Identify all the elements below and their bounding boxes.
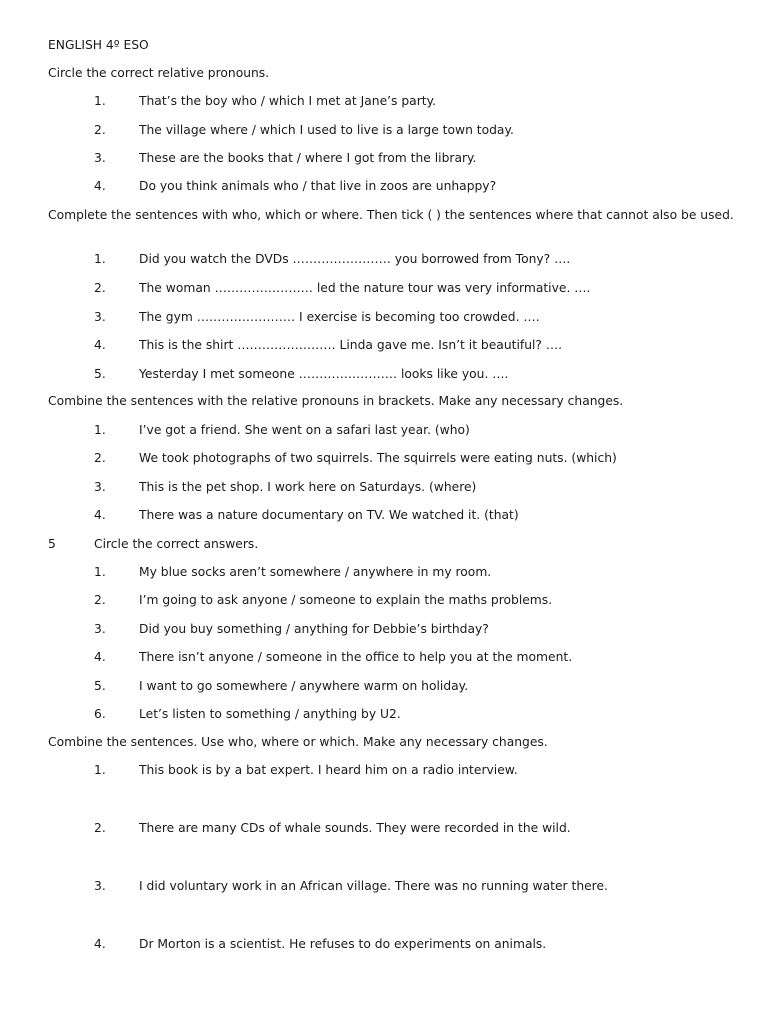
item-number: 3. — [94, 879, 106, 893]
item-number: 6. — [94, 707, 106, 721]
item-number: 3. — [94, 622, 106, 636]
page-title: ENGLISH 4º ESO — [48, 38, 149, 52]
item-number: 3. — [94, 310, 106, 324]
item-number: 2. — [94, 593, 106, 607]
item-text: The village where / which I used to live is a large town today. — [139, 123, 514, 137]
item-text: Let’s listen to something / anything by U2. — [139, 707, 401, 721]
item-number: 1. — [94, 763, 106, 777]
item-number: 2. — [94, 821, 106, 835]
item-text: That’s the boy who / which I met at Jane’s party. — [139, 94, 437, 108]
item-number: 5. — [94, 679, 106, 693]
item-number: 2. — [94, 451, 106, 465]
exercise-3-instruction: Combine the sentences with the relative pronouns in brackets. Make any necessary changes. — [48, 394, 624, 408]
item-number: 5. — [94, 367, 106, 381]
item-number: 4. — [94, 338, 106, 352]
item-number: 4. — [94, 650, 106, 664]
item-text: There are many CDs of whale sounds. They were recorded in the wild. — [139, 821, 571, 835]
item-number: 4. — [94, 179, 106, 193]
item-number: 4. — [94, 508, 106, 522]
item-text: The gym …………………… I exercise is becoming too crowded. …. — [139, 310, 540, 324]
item-text: I’m going to ask anyone / someone to explain the maths problems. — [139, 593, 553, 607]
item-number: 1. — [94, 423, 106, 437]
item-text: Dr Morton is a scientist. He refuses to do experiments on animals. — [139, 937, 547, 951]
exercise-4-prefix: 5 — [48, 537, 56, 551]
item-text: My blue socks aren’t somewhere / anywhere in my room. — [139, 565, 492, 579]
item-text: I’ve got a friend. She went on a safari last year. (who) — [139, 423, 470, 437]
item-number: 3. — [94, 151, 106, 165]
item-text: This is the shirt …………………… Linda gave me. Isn’t it beautiful? …. — [139, 338, 563, 352]
item-number: 2. — [94, 281, 106, 295]
item-number: 3. — [94, 480, 106, 494]
item-number: 1. — [94, 565, 106, 579]
item-text: I did voluntary work in an African village. There was no running water there. — [139, 879, 608, 893]
item-number: 1. — [94, 94, 106, 108]
item-text: Yesterday I met someone …………………… looks like you. …. — [139, 367, 509, 381]
exercise-1-instruction: Circle the correct relative pronouns. — [48, 66, 270, 80]
item-text: These are the books that / where I got from the library. — [139, 151, 477, 165]
item-text: This book is by a bat expert. I heard him on a radio interview. — [139, 763, 518, 777]
item-text: Did you buy something / anything for Debbie’s birthday? — [139, 622, 489, 636]
item-text: This is the pet shop. I work here on Saturdays. (where) — [139, 480, 477, 494]
item-number: 1. — [94, 252, 106, 266]
item-text: I want to go somewhere / anywhere warm on holiday. — [139, 679, 469, 693]
item-number: 4. — [94, 937, 106, 951]
item-number: 2. — [94, 123, 106, 137]
exercise-5-instruction: Combine the sentences. Use who, where or which. Make any necessary changes. — [48, 735, 548, 749]
exercise-4-instruction: Circle the correct answers. — [94, 537, 259, 551]
item-text: The woman …………………… led the nature tour was very informative. …. — [139, 281, 591, 295]
exercise-2-instruction: Complete the sentences with who, which or where. Then tick ( ) the sentences where that cannot also be used. — [48, 208, 734, 222]
item-text: Did you watch the DVDs …………………… you borrowed from Tony? …. — [139, 252, 571, 266]
item-text: There isn’t anyone / someone in the office to help you at the moment. — [139, 650, 573, 664]
item-text: Do you think animals who / that live in zoos are unhappy? — [139, 179, 497, 193]
item-text: There was a nature documentary on TV. We watched it. (that) — [139, 508, 519, 522]
item-text: We took photographs of two squirrels. The squirrels were eating nuts. (which) — [139, 451, 617, 465]
